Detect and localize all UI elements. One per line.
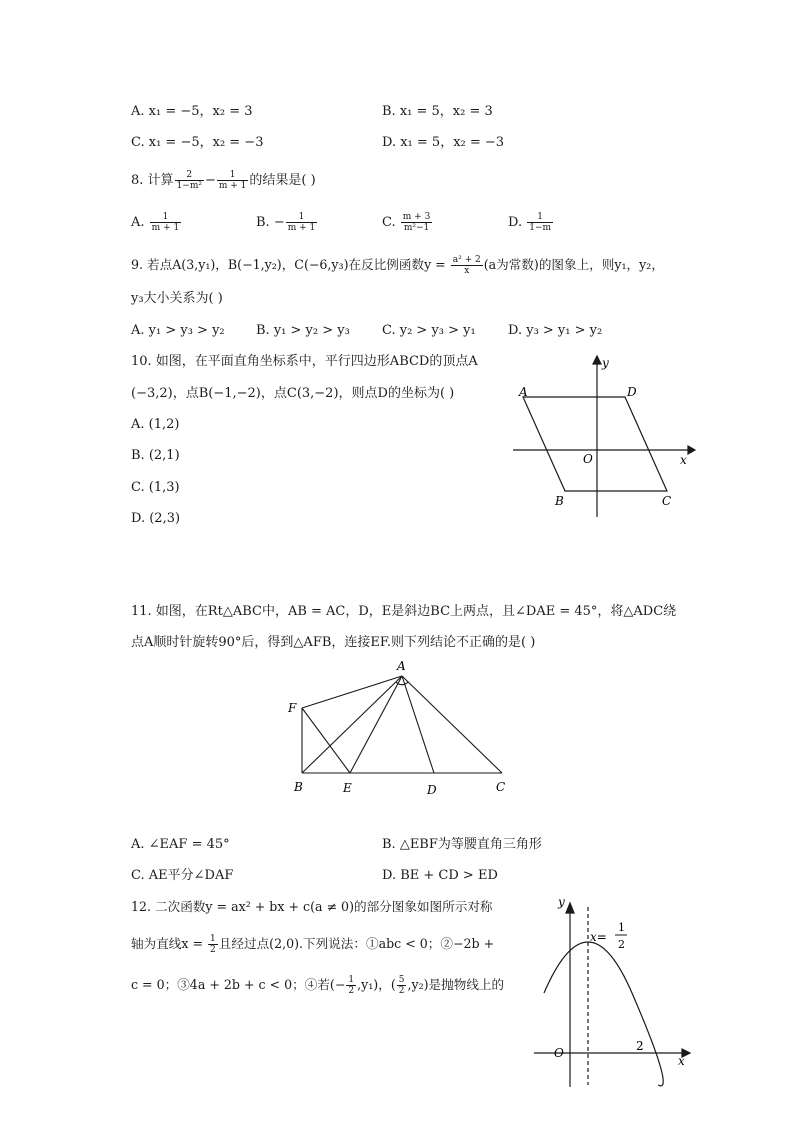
- q8-option-b: [256, 212, 318, 233]
- q10-label-o: O: [583, 452, 593, 466]
- q11-stem-line2: 点A顺时针旋转90°后，得到△AFB，连接EF.则下列结论不正确的是( ): [131, 635, 536, 650]
- q8-option-d: [508, 212, 554, 233]
- q12-label-two: 2: [636, 1039, 644, 1053]
- q9-option-a: A. y₁ > y₃ > y₂: [131, 323, 225, 338]
- q8-option-b-label: B. −: [256, 215, 285, 230]
- q12-line3-a: c = 0；③4a + 2b + c < 0；④若(−: [131, 977, 346, 992]
- q8-option-a-den: m + 1: [151, 223, 180, 233]
- q8-option-b-den: m + 1: [287, 223, 316, 233]
- q12-line3-b: ,y₁)，(: [357, 977, 396, 992]
- q12-line3-c: ,y₂)是抛物线上的: [407, 977, 505, 992]
- q8-option-a: [131, 212, 182, 233]
- q12-parabola: [544, 942, 663, 1086]
- q10-stem-line2: (−3,2)，点B(−1,−2)，点C(3,−2)，则点D的坐标为( ): [131, 386, 455, 401]
- q8-option-c-den: m²−1: [403, 223, 430, 233]
- q12-axis-label: x=: [590, 930, 607, 944]
- q9-option-d: D. y₃ > y₁ > y₂: [508, 323, 603, 338]
- q10-label-d: D: [627, 385, 637, 399]
- q10-y-arrow: [593, 356, 601, 364]
- q11-segment-ad: [402, 676, 434, 773]
- q12-line2-frac-den: 2: [210, 945, 216, 955]
- q8-option-c: [382, 212, 433, 233]
- q8-stem: [131, 170, 316, 191]
- q9-stem-line2: y₃大小关系为( ): [131, 291, 223, 306]
- q10-option-c: C. (1,3): [131, 480, 180, 495]
- q8-option-d-den: 1−m: [529, 223, 552, 233]
- q12-stem-line3: [131, 975, 504, 996]
- q8-option-a-num: 1: [150, 212, 182, 223]
- q7-option-a: A. x₁ = −5，x₂ = 3: [131, 104, 253, 119]
- q10-option-b: B. (2,1): [131, 448, 180, 463]
- q11-label-d: D: [427, 783, 437, 797]
- q12-figure: [530, 895, 695, 1095]
- q11-stem-line1: 11. 如图，在Rt△ABC中，AB = AC，D，E是斜边BC上两点，且∠DAE = 45°，将△ADC绕: [131, 604, 677, 619]
- q10-figure: [505, 352, 700, 522]
- q8-frac2-num: 1: [217, 170, 249, 181]
- q8-option-c-frac: [401, 212, 433, 233]
- q8-minus: −: [204, 173, 216, 188]
- q11-figure: [280, 656, 520, 801]
- q12-line2-frac: [208, 934, 218, 955]
- q9-option-c: C. y₂ > y₃ > y₁: [382, 323, 476, 338]
- q11-label-e: E: [343, 781, 352, 795]
- q7-option-c: C. x₁ = −5，x₂ = −3: [131, 135, 264, 150]
- q12-y-arrow: [566, 903, 574, 913]
- q9-frac: [451, 255, 483, 276]
- q11-segment-ac: [402, 676, 502, 773]
- q8-frac1: [175, 170, 204, 191]
- q8-option-c-label: C.: [382, 215, 396, 230]
- q12-label-o: O: [554, 1046, 564, 1060]
- q8-option-d-num: 1: [527, 212, 553, 223]
- q11-label-f: F: [288, 701, 297, 715]
- q12-line2-a: 轴为直线x =: [131, 936, 208, 951]
- q12-line3-frac2-num: 5: [398, 975, 405, 985]
- q8-frac1-den: 1−m²: [176, 181, 202, 191]
- q10-parallelogram: [523, 397, 667, 491]
- q12-line3-frac2-den: 2: [398, 986, 405, 996]
- q11-option-a: A. ∠EAF = 45°: [131, 837, 230, 852]
- q12-stem-line1: 12. 二次函数y = ax² + bx + c(a ≠ 0)的部分图象如图所示对称: [131, 899, 493, 914]
- q10-label-b: B: [555, 494, 564, 508]
- q12-label-x: x: [678, 1054, 685, 1068]
- q7-option-d: D. x₁ = 5，x₂ = −3: [382, 135, 505, 150]
- q8-option-b-frac: [286, 212, 318, 233]
- q12-line3-frac1-num: 1: [348, 975, 355, 985]
- q12-line3-frac2: [397, 975, 407, 996]
- q9-option-b: B. y₁ > y₂ > y₃: [256, 323, 350, 338]
- q11-segment-ba: [302, 676, 402, 773]
- q9-line1-b: (a为常数)的图象上，则y₁，y₂，: [483, 257, 664, 272]
- q11-label-c: C: [496, 780, 506, 794]
- q10-label-y: y: [602, 356, 609, 370]
- q11-option-c: C. AE平分∠DAF: [131, 868, 234, 883]
- q8-option-a-label: A.: [131, 215, 145, 230]
- q9-line1-a: 9. 若点A(3,y₁)，B(−1,y₂)，C(−6,y₃)在反比例函数y =: [131, 257, 450, 272]
- q8-frac1-num: 2: [175, 170, 204, 181]
- q10-label-x: x: [680, 453, 687, 467]
- q12-axis-num: 1: [618, 921, 625, 934]
- q8-option-b-num: 1: [286, 212, 318, 223]
- q10-option-d: D. (2,3): [131, 511, 181, 526]
- q11-option-d: D. BE + CD > ED: [382, 868, 498, 883]
- q7-option-b: B. x₁ = 5，x₂ = 3: [382, 104, 493, 119]
- q10-x-arrow: [688, 446, 695, 454]
- q9-frac-num: a² + 2: [452, 255, 481, 265]
- q11-option-b: B. △EBF为等腰直角三角形: [382, 837, 542, 852]
- q8-prefix: 8. 计算: [131, 173, 174, 188]
- q8-option-a-frac: [150, 212, 182, 233]
- q10-option-a: A. (1,2): [131, 417, 180, 432]
- q9-stem-line1: [131, 255, 664, 276]
- q10-label-a: A: [519, 385, 528, 399]
- q8-option-d-frac: [527, 212, 553, 233]
- q8-frac2-den: m + 1: [218, 181, 247, 191]
- q8-option-c-num: m + 3: [402, 212, 431, 222]
- q12-axis-den: 2: [618, 938, 625, 951]
- q12-line3-frac1: [346, 975, 356, 996]
- q12-stem-line2: [131, 934, 494, 955]
- q12-label-y: y: [558, 895, 565, 909]
- q12-line2-b: 且经过点(2,0).下列说法：①abc < 0；②−2b +: [218, 936, 495, 951]
- q12-line3-frac1-den: 2: [348, 986, 355, 996]
- q10-stem-line1: 10. 如图，在平面直角坐标系中，平行四边形ABCD的顶点A: [131, 354, 478, 369]
- q9-frac-den: x: [464, 266, 470, 276]
- q10-label-c: C: [662, 494, 672, 508]
- q8-suffix: 的结果是( ): [249, 173, 316, 188]
- q11-segment-fe: [302, 708, 350, 773]
- q12-line2-frac-num: 1: [210, 934, 216, 944]
- q8-option-d-label: D.: [508, 215, 523, 230]
- q11-label-b: B: [294, 780, 303, 794]
- q11-label-a: A: [397, 659, 406, 673]
- q8-frac2: [217, 170, 249, 191]
